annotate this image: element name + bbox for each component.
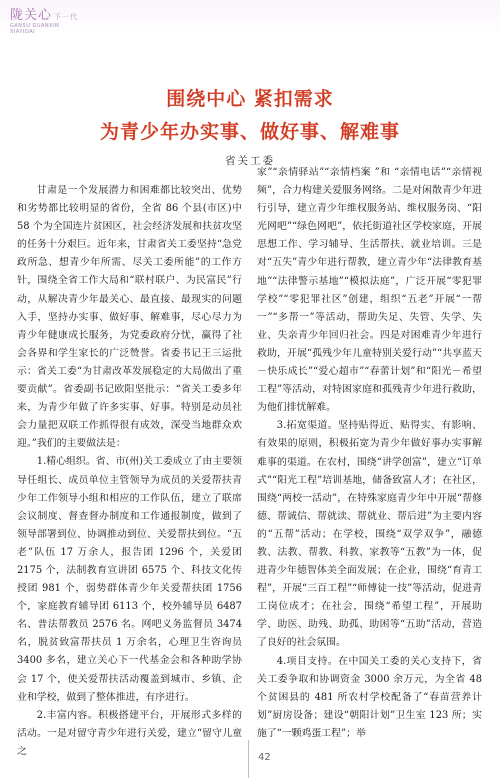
paragraph: 甘肃是一个发展潜力和困难都比较突出、优势和劣势都比较明显的省份，全省 86 个县(市区)中 58 个为全国连片贫困区，社会经济发展和扶贫攻坚的任务十分艰巨。近年来，甘肃省关工委坚持“急党政所急、想青少年所需、尽关工委所能”的工作方针，围绕全省工作大局和“联村联户、为民富民”行动，从解决青少年最关心、最直接、最现实的问题入手，坚持办实事、做好事、解难事，尽心尽力为青少年健康成长服务，为党委政府分忧，赢得了社会各界和学生家长的广泛赞誉。省委书记王三运批示：省关工委“为甘肃改革发展稳定的大局做出了重要贡献”。省委副书记欧阳坚批示：“省关工委多年来，为青少年做了许多实事、好事。特别是动员社会力量把双联工作抓得很有成效，深受当地群众欢迎。”我们的主要做法是： [17, 185, 242, 450]
paragraph: 4.项目支持。在中国关工委的关心支持下，省关工委争取和协调资金 3000 余万元，为全省 48 个贫困县的 481 所农村学校配备了“春苗营养计划”厨房设备；建设“朝阳计划”卫生室 123 所；实施了“一颗鸡蛋工程”；举 [257, 655, 482, 739]
paragraph: 3.拓宽渠道。坚持贴得近、贴得实、有影响、有效果的原则，积极拓宽为青少年做好事办实事解难事的渠道。在农村，围绕“讲学创富”，建立“订单式”“阳光工程”培训基地，储备致富人才；在社区，围绕“两校一活动”，在特殊家庭青少年中开展“帮修德、帮诚信、帮就读、帮就业、帮后进”为主要内容的“五帮”活动；在学校，围绕“双学双争”，融德教、法教、帮教、科教、家教等“五教”为一体，促进青少年德智体美全面发展；在企业，围绕“育青工程”，开展“三百工程”“师傅徒一技”等活动，促进青工岗位成才；在社会，围绕“希望工程”，开展助学、助医、助残、助孤、助困等“五助”活动，营造了良好的社会氛围。 [257, 420, 482, 649]
right-column [257, 164, 482, 743]
paragraph: 2.丰富内容。积极搭建平台，开展形式多样的活动。一是对留守青少年进行关爱，建立“留守儿童之 [17, 709, 242, 757]
magazine-logo [10, 4, 130, 34]
paragraph: 1.精心组织。省、市(州)关工委成立了由主要领导任组长、成员单位主管领导为成员的关爱帮扶青少年工作领导小组和相应的工作队伍，建立了联席会议制度、督查督办制度和工作通报制度，做到了领导部署到位、协调推动到位、关爱帮扶到位。“五老”队伍 17 万余人，报告团 1296 个，关爱团 2175 个，法制教育宣讲团 6575 个、科技文化传授团 981 个，弱势群体青少年关爱帮扶团 1756 个，家庭教育辅导团 6113 个，校外辅导员 6487 名、普法帮教员 2576 名。网吧义务监督员 3474 名，脱贫致富帮扶员 1 万余名，心理卫生咨询员 3400 多名，建立关心下一代基金会和各种助学协会 17 个，使关爱帮扶活动覆盖到城市、乡镇、企业和学校，做到了整体推进，有序进行。 [17, 456, 242, 703]
logo-sub-line2: XIAYIDAI [10, 29, 36, 35]
article-title: 围绕中心 紧扣需求 [166, 88, 334, 110]
logo-sub-line1: GANSU GUANXIN [10, 23, 60, 29]
page-number: 42 [258, 752, 271, 763]
paragraph: 家”“亲情驿站”“亲情档案 ”和 “亲情电话”“亲情视频”，合力构建关爱服务网络。二是对闲散青少年进行引导，建立青少年维权服务站、维权服务岗、“阳光网吧”“绿色网吧”，依托街道社区学校家庭，开展思想工作、学习辅导、生活帮扶、就业培训。三是对“五失”青少年进行帮教，建立青少年“法律教育基地”“法律警示基地”“模拟法庭”，广泛开展“零犯罪学校”“零犯罪社区”创建，组织“五老”开展“一帮一”“多帮一”等活动，帮助失足、失管、失学、失业、失亲青少年回归社会。四是对困难青少年进行救助，开展“孤残少年儿童特别关爱行动”“共享蓝天－快乐成长”“爱心超市”“春蕾计划”和“阳光－希望工程”等活动，对特困家庭和孤残青少年进行救助，为他们排忧解难。 [257, 167, 482, 414]
left-column [17, 182, 242, 761]
logo-title [10, 4, 130, 23]
footer-divider [248, 740, 249, 778]
article-author: 省关工委 [225, 155, 275, 167]
logo-text: 陇关心 [10, 8, 53, 23]
article-subtitle: 为青少年办实事、做好事、解难事 [99, 121, 400, 143]
logo-small-text: 下一代 [54, 13, 79, 21]
